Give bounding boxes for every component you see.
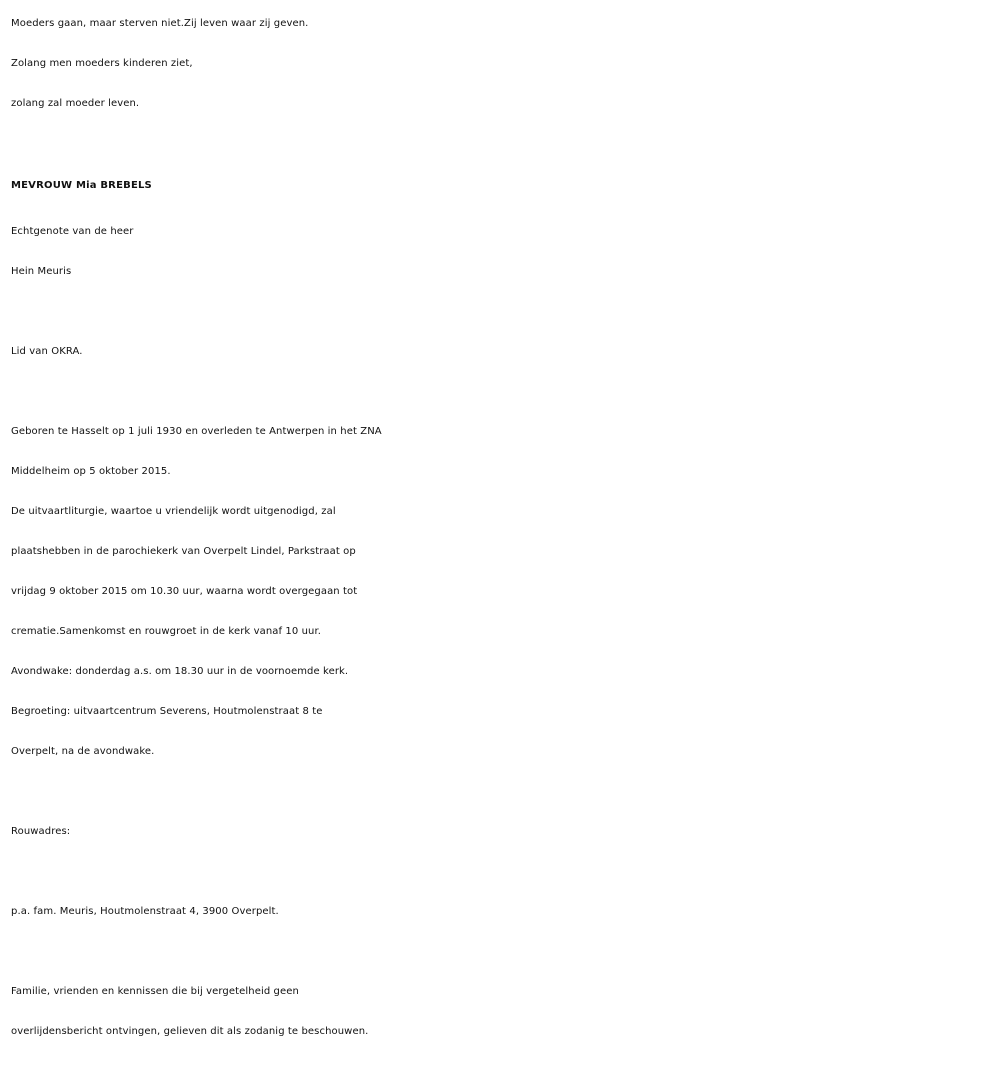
details-line: plaatshebben in de parochiekerk van Overpelt Lindel, Parkstraat op bbox=[11, 546, 356, 557]
death-notice bbox=[11, 4, 991, 1052]
poem-line: Moeders gaan, maar sterven niet.Zij leven waar zij geven. bbox=[11, 18, 309, 29]
funeral-details bbox=[11, 412, 991, 772]
spacer bbox=[11, 372, 991, 412]
details-line: Begroeting: uitvaartcentrum Severens, Houtmolenstraat 8 te bbox=[11, 706, 323, 717]
rouwadres-address: p.a. fam. Meuris, Houtmolenstraat 4, 3900 Overpelt. bbox=[11, 906, 279, 917]
details-line: Middelheim op 5 oktober 2015. bbox=[11, 466, 171, 477]
spacer bbox=[11, 772, 991, 812]
details-line: vrijdag 9 oktober 2015 om 10.30 uur, waarna wordt overgegaan tot bbox=[11, 586, 358, 597]
spacer bbox=[11, 292, 991, 332]
spacer bbox=[11, 932, 991, 972]
closing-line: Familie, vrienden en kennissen die bij vergetelheid geen bbox=[11, 986, 299, 997]
deceased-name: MEVROUW Mia BREBELS bbox=[11, 180, 152, 191]
rouwadres-label: Rouwadres: bbox=[11, 826, 71, 837]
spouse-line: Hein Meuris bbox=[11, 266, 72, 277]
closing-note bbox=[11, 972, 991, 1052]
spouse-line: Echtgenote van de heer bbox=[11, 226, 134, 237]
spouse-block bbox=[11, 212, 991, 292]
details-line: De uitvaartliturgie, waartoe u vriendelijk wordt uitgenodigd, zal bbox=[11, 506, 336, 517]
poem-line: zolang zal moeder leven. bbox=[11, 98, 140, 109]
spacer bbox=[11, 852, 991, 892]
poem-line: Zolang men moeders kinderen ziet, bbox=[11, 58, 193, 69]
spacer bbox=[11, 124, 991, 168]
membership: Lid van OKRA. bbox=[11, 346, 83, 357]
details-line: Overpelt, na de avondwake. bbox=[11, 746, 155, 757]
details-line: Geboren te Hasselt op 1 juli 1930 en overleden te Antwerpen in het ZNA bbox=[11, 426, 382, 437]
details-line: crematie.Samenkomst en rouwgroet in de kerk vanaf 10 uur. bbox=[11, 626, 322, 637]
closing-line: overlijdensbericht ontvingen, gelieven dit als zodanig te beschouwen. bbox=[11, 1026, 369, 1037]
details-line: Avondwake: donderdag a.s. om 18.30 uur in de voornoemde kerk. bbox=[11, 666, 349, 677]
poem bbox=[11, 4, 991, 124]
